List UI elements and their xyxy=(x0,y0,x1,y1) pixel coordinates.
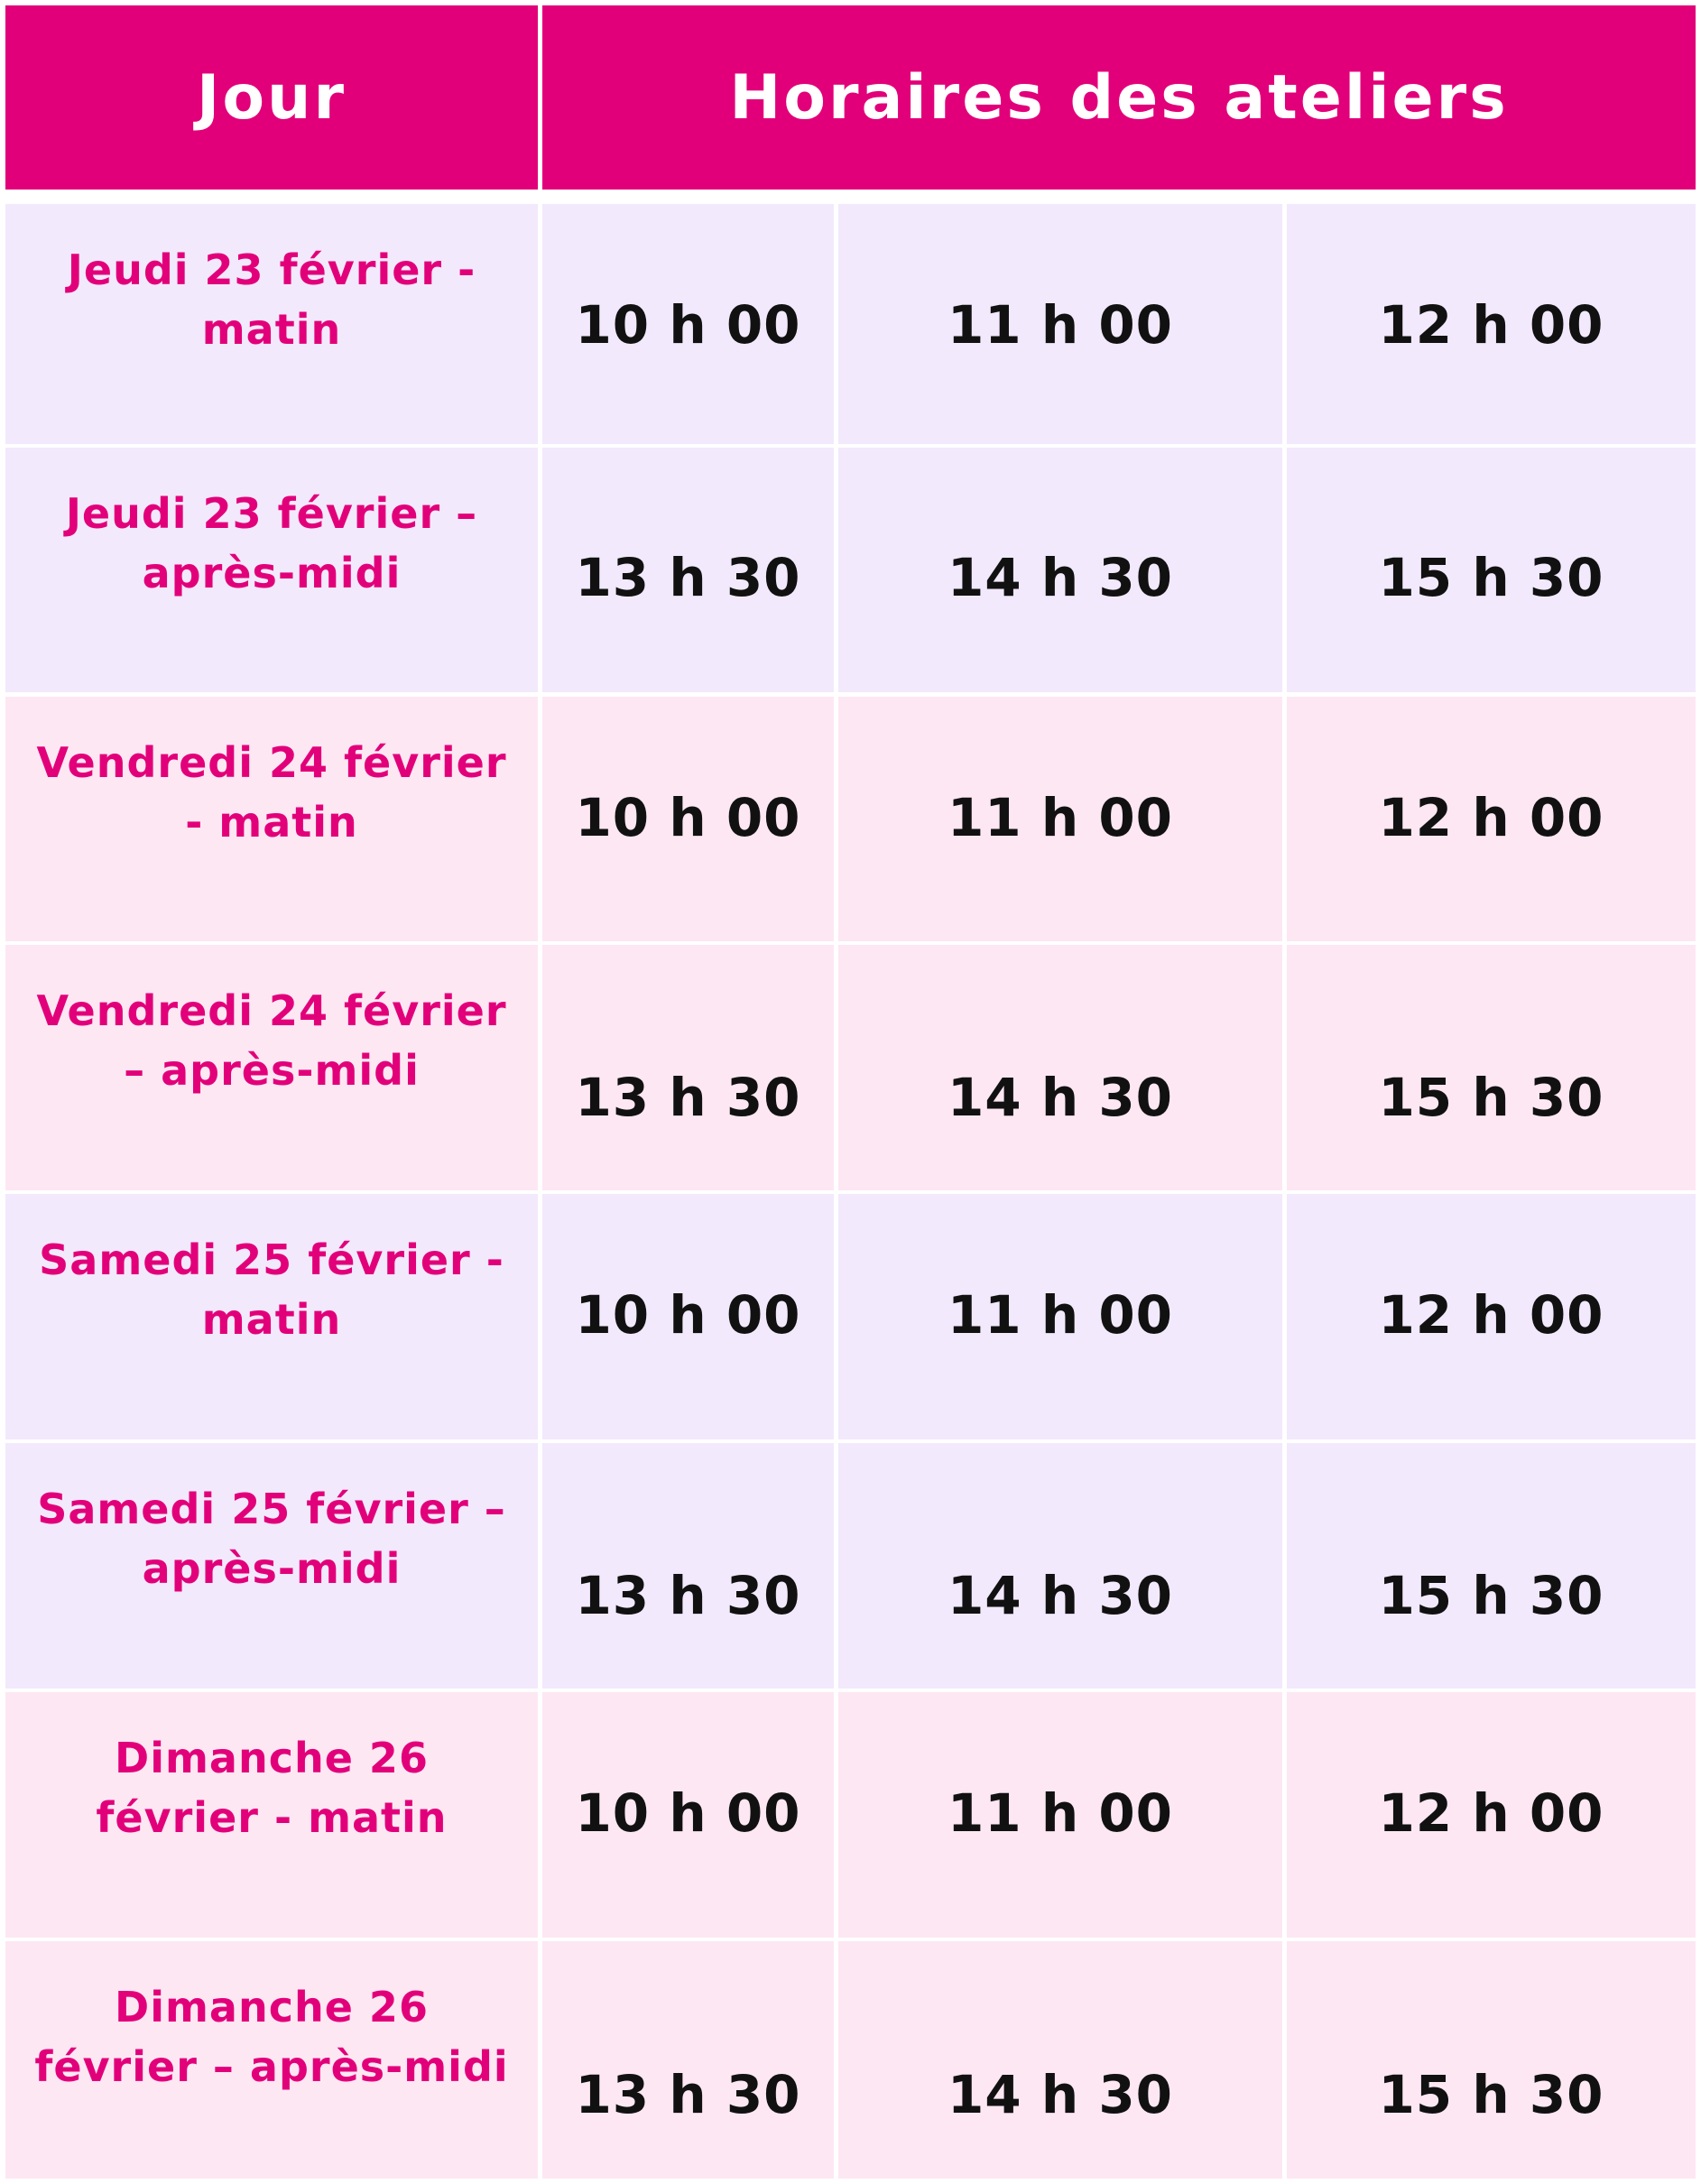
time-cell: 15 h 30 xyxy=(1287,1443,1696,1689)
time-cell: 13 h 30 xyxy=(542,1443,834,1689)
time-cell: 13 h 30 xyxy=(542,448,834,692)
day-cell: Jeudi 23 février – après-midi xyxy=(5,448,538,692)
day-cell: Samedi 25 février - matin xyxy=(5,1194,538,1439)
time-cell: 11 h 00 xyxy=(838,1194,1282,1439)
day-cell: Vendredi 24 février – après-midi xyxy=(5,945,538,1190)
time-cell: 15 h 30 xyxy=(1287,448,1696,692)
time-cell: 11 h 00 xyxy=(838,1692,1282,1938)
time-cell: 13 h 30 xyxy=(542,945,834,1190)
time-cell: 14 h 30 xyxy=(838,1941,1282,2179)
time-cell: 10 h 00 xyxy=(542,697,834,941)
time-cell: 10 h 00 xyxy=(542,204,834,444)
header-day: Jour xyxy=(5,5,538,190)
time-cell: 12 h 00 xyxy=(1287,697,1696,941)
time-cell: 13 h 30 xyxy=(542,1941,834,2179)
day-cell: Dimanche 26 février – après-midi xyxy=(5,1941,538,2179)
day-cell: Jeudi 23 février - matin xyxy=(5,204,538,444)
time-cell: 10 h 00 xyxy=(542,1194,834,1439)
time-cell: 14 h 30 xyxy=(838,945,1282,1190)
header-schedule: Horaires des ateliers xyxy=(542,5,1696,190)
time-cell: 12 h 00 xyxy=(1287,1692,1696,1938)
time-cell: 11 h 00 xyxy=(838,697,1282,941)
time-cell: 11 h 00 xyxy=(838,204,1282,444)
time-cell: 15 h 30 xyxy=(1287,1941,1696,2179)
day-cell: Samedi 25 février – après-midi xyxy=(5,1443,538,1689)
day-cell: Dimanche 26 février - matin xyxy=(5,1692,538,1938)
time-cell: 12 h 00 xyxy=(1287,204,1696,444)
time-cell: 12 h 00 xyxy=(1287,1194,1696,1439)
time-cell: 10 h 00 xyxy=(542,1692,834,1938)
time-cell: 14 h 30 xyxy=(838,1443,1282,1689)
time-cell: 14 h 30 xyxy=(838,448,1282,692)
time-cell: 15 h 30 xyxy=(1287,945,1696,1190)
day-cell: Vendredi 24 février - matin xyxy=(5,697,538,941)
